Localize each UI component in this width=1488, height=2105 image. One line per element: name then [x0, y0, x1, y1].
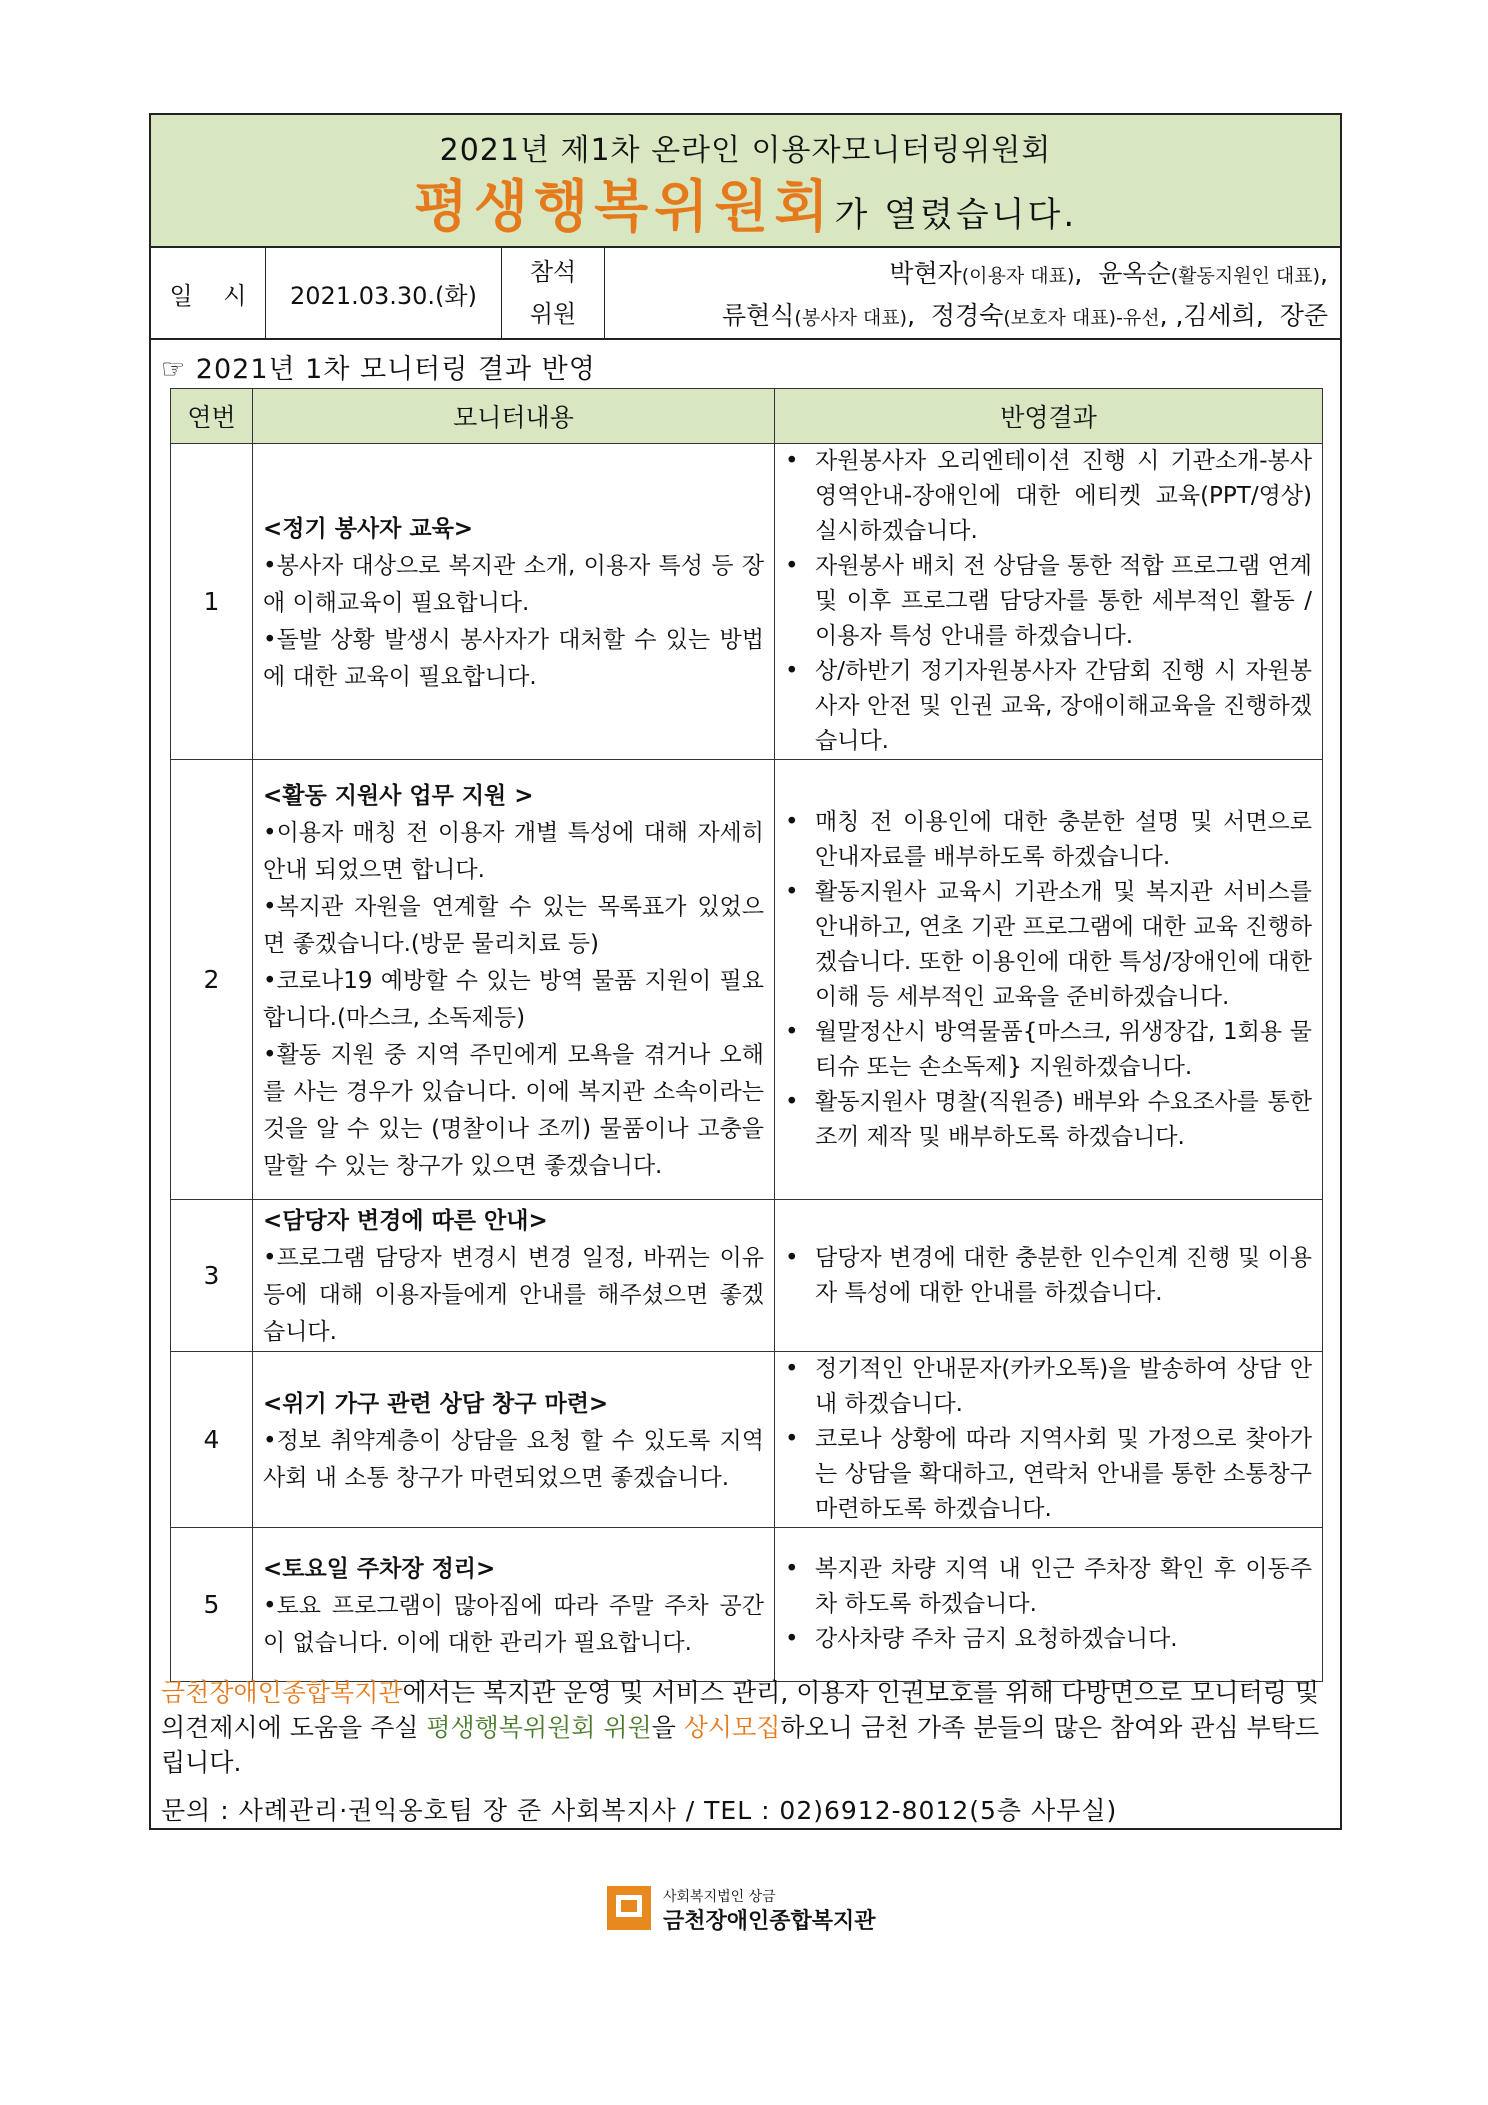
monitor-item: •복지관 자원을 연계할 수 있는 목록표가 있었으면 좋겠습니다.(방문 물리치료 등) [263, 893, 764, 957]
member-role: (보호자 대표)-유선 [1003, 307, 1160, 329]
logo-icon [607, 1886, 651, 1930]
recruit-highlight: 상시모집 [683, 1713, 781, 1742]
table-row [171, 1352, 1323, 1528]
col-header-result: 반영결과 [775, 389, 1323, 444]
result-content [775, 1200, 1323, 1352]
monitor-item: •활동 지원 중 지역 주민에게 모욕을 겪거나 오해를 사는 경우가 있습니다. 이에 복지관 소속이라는 것을 알 수 있는 (명찰이나 조끼) 물품이나 고충을 말할 수 있는 창구가 있으면 좋겠습니다. [263, 1041, 764, 1179]
org-name: 금천장애인종합복지관 [161, 1678, 403, 1707]
member-name: 윤옥순 [1098, 259, 1171, 288]
result-item: • 복지관 차량 지역 내 인근 주차장 확인 후 이동주차 하도록 하겠습니다. [815, 1552, 1312, 1622]
monitor-item: •돌발 상황 발생시 봉사자가 대처할 수 있는 방법에 대한 교육이 필요합니다. [263, 626, 764, 690]
member-separator: , ,김세희, 장준 [1159, 301, 1328, 330]
result-item: • 자원봉사자 오리엔테이션 진행 시 기관소개-봉사영역안내-장애인에 대한 에티켓 교육(PPT/영상) 실시하겠습니다. [815, 444, 1312, 549]
monitor-title: <담당자 변경에 따른 안내> [263, 1208, 548, 1234]
result-item: • 강사차량 주차 금지 요청하겠습니다. [815, 1622, 1312, 1657]
row-number: 3 [171, 1200, 253, 1352]
result-item: • 월말정산시 방역물품{마스크, 위생장갑, 1회용 물티슈 또는 손소독제} 지원하겠습니다. [815, 1015, 1312, 1085]
member-separator: , [1320, 259, 1328, 288]
committee-name: 평생행복위원회 [413, 175, 835, 240]
result-content [775, 1528, 1323, 1682]
title-line2 [151, 163, 1340, 243]
date-label: 일 시 [151, 248, 266, 338]
result-item: • 담당자 변경에 대한 충분한 인수인계 진행 및 이용자 특성에 대한 안내를 하겠습니다. [815, 1241, 1312, 1311]
monitor-item: •봉사자 대상으로 복지관 소개, 이용자 특성 등 장애 이해교육이 필요합니다. [263, 552, 764, 616]
org-logo [607, 1886, 897, 1936]
monitoring-table [170, 388, 1323, 1682]
member-separator: , [907, 301, 931, 330]
result-item: • 코로나 상황에 따라 지역사회 및 가정으로 찾아가는 상담을 확대하고, 연락처 안내를 통한 소통창구 마련하도록 하겠습니다. [815, 1422, 1312, 1527]
monitor-content [253, 444, 775, 760]
contact-info: 문의 : 사례관리·권익옹호팀 장 준 사회복지사 / TEL : 02)6912-8012(5층 사무실) [161, 1796, 1118, 1825]
monitor-content [253, 760, 775, 1200]
member-name: 류현식 [721, 301, 795, 330]
col-header-content: 모니터내용 [253, 389, 775, 444]
monitor-item: •이용자 매칭 전 이용자 개별 특성에 대해 자세히 안내 되었으면 합니다. [263, 819, 764, 883]
result-item: • 활동지원사 명찰(직원증) 배부와 수요조사를 통한 조끼 제작 및 배부하도록 하겠습니다. [815, 1085, 1312, 1155]
member-role: (활동지원인 대표) [1170, 265, 1321, 287]
monitor-content [253, 1528, 775, 1682]
monitor-title: <활동 지원사 업무 지원 > [263, 782, 534, 809]
row-number: 2 [171, 760, 253, 1200]
logo-name: 금천장애인종합복지관 [663, 1909, 876, 1934]
result-item: • 상/하반기 정기자원봉사자 간담회 진행 시 자원봉사자 안전 및 인권 교육, 장애이해교육을 진행하겠습니다. [815, 654, 1312, 759]
attendee-list [609, 254, 1328, 338]
result-list [785, 444, 1312, 759]
attendee-line-2 [609, 296, 1328, 338]
title-banner [151, 115, 1340, 248]
row-number: 5 [171, 1528, 253, 1682]
monitor-content [253, 1352, 775, 1528]
committee-highlight: 평생행복위원회 위원 [426, 1713, 652, 1742]
monitor-title: <정기 봉사자 교육> [263, 515, 474, 542]
result-content [775, 760, 1323, 1200]
table-row [171, 1200, 1323, 1352]
notice-frame [149, 113, 1342, 1830]
member-role: (봉사자 대표) [794, 307, 908, 329]
title-suffix: 가 열렸습니다. [834, 195, 1078, 235]
monitor-item: •정보 취약계층이 상담을 요청 할 수 있도록 지역 사회 내 소통 창구가 마련되었으면 좋겠습니다. [263, 1427, 764, 1491]
table-row [171, 760, 1323, 1200]
footer-notice: 금천장애인종합복지관에서는 복지관 운영 및 서비스 관리, 이용자 인권보호를 위해 다방면으로 모니터링 및 의견제시에 도움을 주실 평생행복위원회 위원을 상시모집하오니 금천 가족 분들의 많은 참여와 관심 부탁드립니다. [161, 1678, 1320, 1777]
col-header-number: 연번 [171, 389, 253, 444]
title-line1: 2021년 제1차 온라인 이용자모니터링위원회 [439, 133, 1052, 168]
table-row [171, 444, 1323, 760]
result-list [785, 1241, 1312, 1311]
row-number: 1 [171, 444, 253, 760]
attendees-label: 참석 위원 [502, 248, 605, 338]
result-item: • 활동지원사 교육시 기관소개 및 복지관 서비스를 안내하고, 연초 기관 프로그램에 대한 교육 진행하겠습니다. 또한 이용인에 대한 특성/장애인에 대한 이해 등 세부적인 교육을 준비하겠습니다. [815, 875, 1312, 1015]
result-list [785, 1552, 1312, 1657]
result-item: • 자원봉사 배치 전 상담을 통한 적합 프로그램 연계 및 이후 프로그램 담당자를 통한 세부적인 활동 / 이용자 특성 안내를 하겠습니다. [815, 549, 1312, 654]
logo-subtitle: 사회복지법인 상금 [663, 1889, 776, 1905]
monitor-item: •토요 프로그램이 많아짐에 따라 주말 주차 공간이 없습니다. 이에 대한 관리가 필요합니다. [263, 1592, 764, 1656]
result-item: • 정기적인 안내문자(카카오톡)을 발송하여 상담 안내 하겠습니다. [815, 1352, 1312, 1422]
meeting-info-row [151, 248, 1340, 340]
member-role: (이용자 대표) [961, 265, 1075, 287]
section-header: ☞ 2021년 1차 모니터링 결과 반영 [161, 354, 596, 385]
result-item: • 매칭 전 이용인에 대한 충분한 설명 및 서면으로 안내자료를 배부하도록 하겠습니다. [815, 805, 1312, 875]
monitor-item: •코로나19 예방할 수 있는 방역 물품 지원이 필요합니다.(마스크, 소독제등) [263, 967, 764, 1031]
attendee-line-1 [609, 254, 1328, 296]
result-list [785, 1352, 1312, 1527]
result-content [775, 444, 1323, 760]
date-value: 2021.03.30.(화) [266, 248, 502, 338]
monitor-title: <토요일 주차장 정리> [263, 1555, 496, 1582]
row-number: 4 [171, 1352, 253, 1528]
monitor-content [253, 1200, 775, 1352]
result-content [775, 1352, 1323, 1528]
result-list [785, 805, 1312, 1155]
table-header-row [171, 389, 1323, 444]
table-row [171, 1528, 1323, 1682]
monitor-item: •프로그램 담당자 변경시 변경 일정, 바뀌는 이유 등에 대해 이용자들에게 안내를 해주셨으면 좋겠습니다. [263, 1245, 764, 1345]
member-name: 정경숙 [930, 301, 1004, 330]
member-separator: , [1074, 259, 1099, 288]
monitor-title: <위기 가구 관련 상담 창구 마련> [263, 1390, 609, 1417]
member-name: 박현자 [889, 259, 962, 288]
